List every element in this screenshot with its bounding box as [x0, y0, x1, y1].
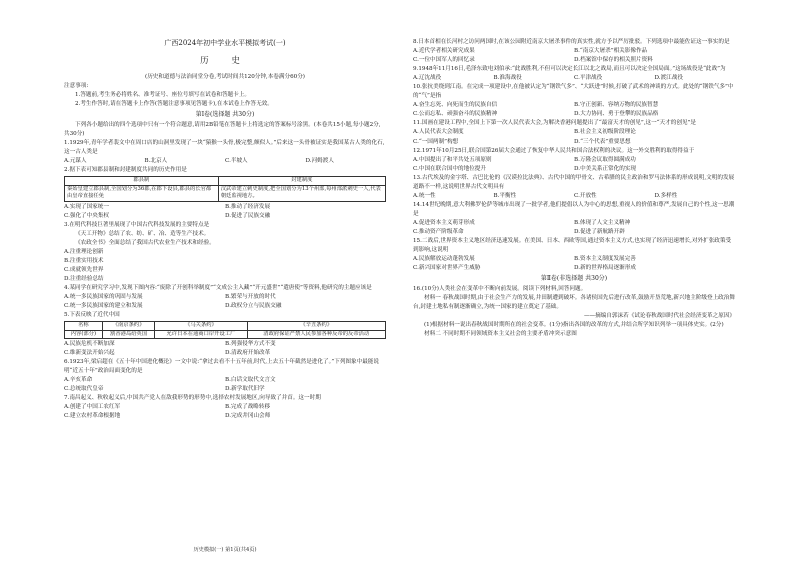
answer-option: C.公而忘私、顽强奋斗的民族精神: [413, 111, 498, 118]
answer-option: A.辽沈战役: [413, 75, 442, 82]
answer-option: C.新兴国家对世界产生威胁: [413, 265, 481, 272]
answer-options: [413, 47, 735, 65]
answer-option: D.档案馆中保存的相关照片资料: [574, 57, 653, 64]
answer-option: C.总统取代皇帝: [64, 386, 104, 393]
answer-options: [413, 128, 735, 146]
question: [413, 147, 735, 174]
answer-option: C.建立农村革命根据地: [64, 413, 121, 420]
answer-option: D.“三个代表”重要思想: [574, 138, 631, 145]
answer-options: [64, 157, 386, 166]
question: [413, 201, 735, 237]
answer-option: B.北京人: [144, 158, 168, 165]
question-stem: 6.1923年,梁启超在《五十年中国进化概论》一文中说:“拿过去看不十五年前,时代,上去五十年截然是进化了。”下列图象中最能说明“近五十年”政治局面变化的是: [64, 359, 379, 375]
answer-options: [64, 293, 386, 311]
question: [64, 394, 386, 421]
table-header-cell: 《南京条约》: [102, 322, 155, 330]
question-table: [64, 176, 386, 201]
answer-options: [413, 74, 735, 83]
answer-option: D.大力协同、勇于登攀的民族品格: [574, 111, 659, 118]
answer-options: [413, 255, 735, 273]
answer-option: D.渡江战役: [654, 75, 683, 82]
question-stem: 2.据下表可知郡县制和封建制度共同的历史作用是: [64, 167, 187, 174]
question-stem: 3.在明代科技巨著里展现了中国古代科技发展的主要特点是: [64, 221, 210, 228]
question-stem: 11.国画在建设工程中,全国上下第一次人民代表大会,为解决香港问题提出了“最富天才的创见”,这一“天才的创见”是: [413, 120, 696, 127]
answer-options: [64, 403, 386, 421]
question-stem: 5.下表反映了近代中国: [64, 312, 120, 319]
answer-option: D.政权分立与民族交融: [225, 303, 282, 310]
table-cell: 清政府保证严禁人民参加各种反帝的反帝活动: [247, 330, 385, 338]
answer-option: C.推动资产阶级革命: [413, 228, 464, 235]
table-row: [65, 185, 386, 201]
answer-option: A.元谋人: [64, 158, 87, 165]
question-stem: 8.日本首相在长河村之访问两国时,在该公园附近南京大屠杀事件的真实性,就方予以严厉批驳。下列选项中最能佐证这一事实的是: [413, 39, 730, 45]
answer-option: C.维新变法开始兴起: [64, 349, 115, 356]
question: [64, 221, 386, 284]
answer-option: D.注重经验总结: [64, 275, 104, 282]
answer-option: A.民族解放运动蓬勃发展: [413, 256, 475, 263]
answer-option: C.“一国两制”构想: [413, 138, 459, 145]
answer-options: [64, 248, 386, 284]
answer-option: B.注重实用技术: [64, 257, 104, 264]
answer-option: B.资本主义制度发展完善: [574, 256, 636, 263]
answer-option: B.体现了人文主义精神: [574, 219, 631, 226]
answer-option: C.开放性: [574, 192, 597, 199]
table-header-cell: 郡县制: [65, 177, 219, 185]
table-cell: 允许日本在通商口岸开设工厂: [155, 330, 247, 338]
question: [64, 284, 386, 311]
question-stem: 1.1929年,青年学者裴文中在周口店的山洞里发现了一块“猿猴一头骨,极完整,颇似人。”后来这一头骨被证实是我国某古人类的化石,这一古人类是: [64, 140, 385, 156]
answer-option: B.守正创新、容纳万物的民族智慧: [574, 102, 659, 109]
question-stem: 7.南昌起义、秋收起义后,中国共产党人在敌我形势的形势中,选择农村发展地区,向导致了并首。这一时期: [64, 395, 321, 402]
question-stem: 14.14世纪晚期,意大利佛罗伦萨等城市出现了一批学者,他们提倡以人为中心的思想,重视人的价值和尊严,发展自己的个性,这一思潮是: [413, 201, 735, 217]
answer-option: B.繁荣与开放的时代: [225, 293, 276, 300]
part1-instructions: 下列各小题给出的四个选项中只有一个符合题意,请用2B铅笔在答题卡上将选定的答案标号涂黑。(本卷共15小题,每小题2分,共30分): [64, 122, 381, 138]
answer-option: D.中美关系正常化的实现: [574, 165, 637, 172]
answer-option: A.促进资本主义萌芽形成: [413, 219, 475, 226]
answer-option: A.统一性: [413, 192, 436, 199]
answer-options: [413, 101, 735, 119]
answer-option: B.淮海战役: [493, 75, 522, 82]
table-cell: 割香港岛给英国: [102, 330, 155, 338]
answer-option: C.成就领先世界: [64, 266, 104, 273]
notice-item: 1.答题前,考生务必将姓名、准考证号、座位号填写在试卷和答题卡上。: [75, 92, 250, 99]
table-cell: 秦始皇建立郡县制,全国划分为36郡,在郡下设县,郡县的长官都由皇帝直接任免: [65, 185, 219, 201]
question-table: [64, 321, 386, 339]
answer-options: [64, 203, 386, 221]
answer-option: A.实现了国家统一: [64, 203, 109, 210]
answer-option: B.平衡性: [493, 192, 517, 199]
answer-option: C.一位中国军人的回忆录: [413, 57, 475, 64]
answer-option: D.清政府开始改革: [225, 349, 271, 356]
answer-option: D.促进了民族交融: [225, 212, 271, 219]
answer-option: A.辛亥革命: [64, 377, 93, 384]
answer-options: [64, 376, 386, 394]
right-column: [413, 38, 735, 339]
question-stem: 9.1948年11月16日,毛泽东致电刘伯承:“此战胜利,不但可以决定长江以北之战局,而且可以决定全国局面。”这场战役是“此战”为: [413, 66, 726, 73]
question-list-right: [413, 38, 735, 273]
table-row: [65, 330, 386, 338]
answer-option: B.列强侵华方式不变: [225, 340, 276, 347]
answer-option: B.完成了战略转移: [225, 404, 271, 411]
answer-options: [413, 219, 735, 237]
question: [64, 358, 386, 394]
question: [413, 119, 735, 146]
answer-option: A.创建了中国工农红军: [64, 404, 121, 411]
answer-option: C.强化了中央集权: [64, 212, 110, 219]
question: [64, 139, 386, 166]
question: [64, 311, 386, 358]
question: [413, 38, 735, 65]
notice-item: 2.考生作答时,请在答题卡上作答(答题注意事项见答题卡),在本试卷上作答无效。: [75, 101, 273, 108]
part1-title: 第Ⅰ卷(选择题 共30分): [195, 111, 255, 119]
answer-option: B.白话文取代文言文: [225, 377, 276, 384]
notice-heading: 注意事项:: [64, 83, 89, 90]
answer-option: D.新的世界格局逐渐形成: [574, 265, 637, 272]
answer-option: C.统一多民族国家的建立和发展: [64, 303, 143, 310]
table-cell: 内容(部分): [65, 330, 103, 338]
question: [413, 65, 735, 83]
answer-option: D.新学取代旧学: [225, 386, 265, 393]
answer-option: B.社会主义初级阶段理论: [574, 129, 636, 136]
question-stem: 12.1971年10月25日,联合国第26届大会通过了恢复中华人民共和国合法权利的决议。这一外交胜利的取得得益于: [413, 147, 695, 154]
answer-option: D.河姆渡人: [305, 158, 334, 165]
table-cell: 汉武帝建立刺史制度,把全国划分为13个州部,每州部派刺史一人,代表朝廷监视地方。: [218, 185, 385, 201]
subject-title: 历 史: [200, 56, 250, 67]
exam-title: 广西2024年初中学业水平模拟考试(一): [164, 39, 286, 47]
answer-option: C.中国在联合国中的地位提升: [413, 165, 486, 172]
material-2: 材料二 不同时期不同领域资本主义社会的主要矛盾冲突示意图: [424, 331, 577, 338]
question-note: 《农政全书》全面总结了我国古代农业生产技术和经验。: [75, 239, 215, 246]
answer-option: C.半坡人: [225, 158, 248, 165]
table-header-cell: 名称: [65, 322, 103, 330]
answer-option: C.平津战役: [574, 75, 603, 82]
table-header-cell: 《辛丑条约》: [247, 322, 385, 330]
answer-option: B.推动了经济发展: [225, 203, 271, 210]
question-stem: 4.某同学在研究学习中,发现下图内容:“废除了开创科举制度”“文成公主入藏”“开元盛世”“遣唐使”等资料,他研究的主题应该是: [64, 284, 372, 291]
answer-options: [413, 192, 735, 201]
answer-option: D.完成井冈山会师: [225, 413, 271, 420]
question: [413, 237, 735, 273]
question-list-left: [64, 139, 386, 421]
part2-title: 第Ⅱ卷(非选择题 共30分): [540, 275, 608, 283]
question-stem: 15.二战后,世界资本主义地区经济迅速发展。在美国、日本、西欧等国,通过资本主义方式,也实现了经济迅速增长,对外扩张政策受到影响,这说明: [413, 238, 732, 254]
answer-option: A.近代学者相关研究成果: [413, 48, 475, 55]
question: [413, 83, 735, 119]
material-1: 材料一 春秋战国时期,由于社会生产力的发展,井田制遭到破坏。各诸侯国先后进行改革,鼓励开垦荒地,新兴地主阶级登上政治舞台,封建土地私有制逐渐确立,为统一国家的建立奠定了基础。: [413, 294, 735, 311]
answer-option: A.民族危机不断加深: [64, 340, 115, 347]
question-stem: 10.张抗美绕到江南。在完成一项建设中,在他被认定为“钢铁气多”、“大跃进”时候,打破了武术的神谈的方式。此处的“钢铁气多”中的“气”是指: [413, 84, 734, 100]
answer-option: B.万隆会议取得圆满成功: [574, 156, 636, 163]
answer-option: A.人民代表大会制度: [413, 129, 464, 136]
table-header-cell: 封建制度: [218, 177, 385, 185]
question-stem: 13.古代埃及的金字塔、古巴比伦的《汉谟拉比法典》、古代中国的甲骨文、古希腊的民主政治和罗马法体系的形成说明,文明的发展道路不一样,这说明世界古代文明具有: [413, 174, 735, 190]
answer-option: D.促进了新航路开辟: [574, 228, 625, 235]
answer-options: [413, 156, 735, 174]
left-column: [64, 38, 386, 421]
answer-option: A.中国提出了和平共处五项原则: [413, 156, 492, 163]
question-note: 《天工开物》总结了农、纺、矿、冶、造等生产技术。: [75, 230, 210, 237]
exam-note: (历史和道德与法治同堂分卷,考试时间共120分钟,本卷满分60分): [145, 74, 305, 81]
question-16-stem: 16.(10分)人类社会在变革中不断向前发展。阅读下列材料,回答问题。: [413, 285, 587, 292]
page-footer: 历史模拟(一) 第1页(共4页): [193, 547, 257, 553]
answer-option: B.“南京大屠杀”相关影像作品: [574, 48, 648, 55]
question: [413, 174, 735, 201]
material-source: ——摘编自郭沫若《试论春秋战国时代社会经济变革之原因》: [583, 313, 735, 320]
answer-options: [64, 340, 386, 358]
question: [64, 166, 386, 220]
answer-option: A.奋生忘死、向死而生的民族自信: [413, 102, 498, 109]
table-header-cell: 《马关条约》: [155, 322, 247, 330]
answer-option: D.多样性: [654, 192, 678, 199]
answer-option: A.注重理论创新: [64, 248, 104, 255]
sub-question-1: (1)根据材料一说出春秋战国时期所在的社会变革。(1分)指出各国的改革的方式,并结合所学知识列举一项具体史实。(2分): [424, 322, 724, 329]
answer-option: A.统一多民族国家的巩固与发展: [64, 293, 143, 300]
